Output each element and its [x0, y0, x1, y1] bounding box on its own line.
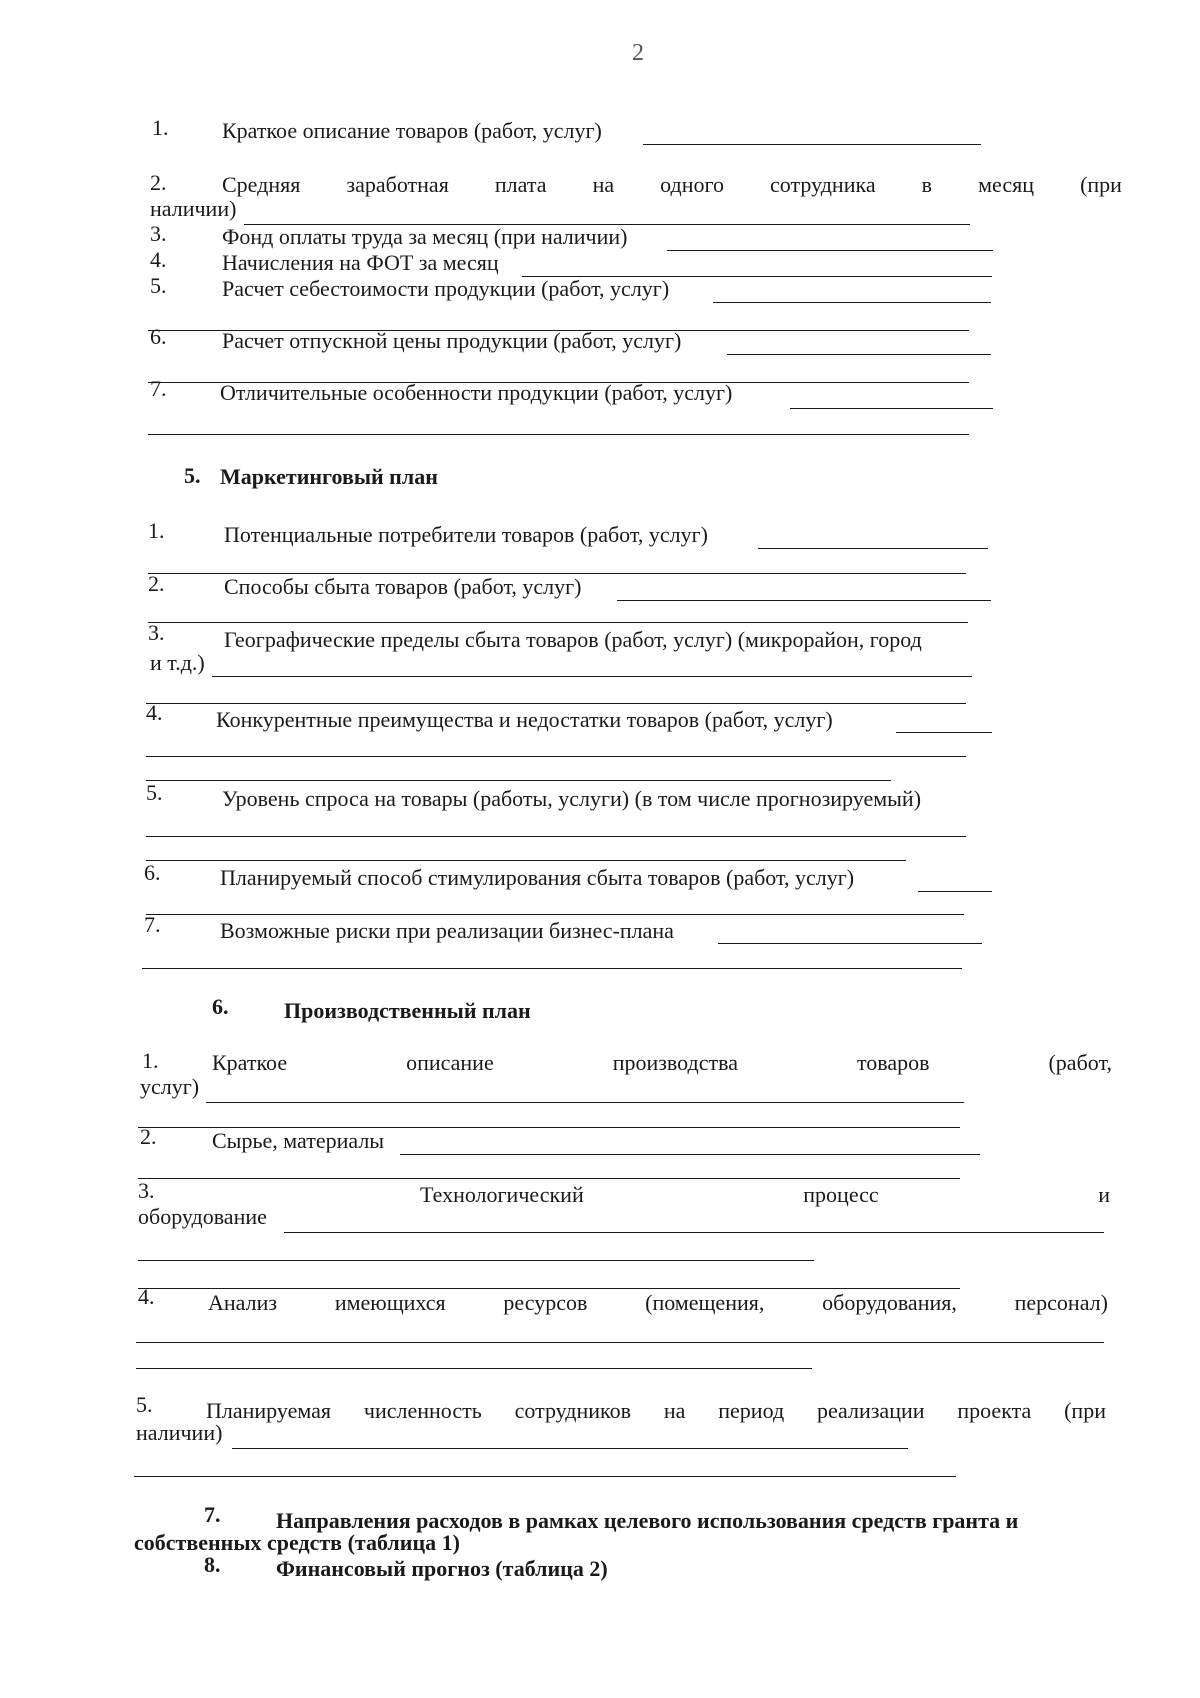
section-number: 8. — [204, 1552, 221, 1577]
item-label: Сырье, материалы — [212, 1128, 385, 1153]
item-label-justified — [420, 1182, 1110, 1208]
word: заработная — [346, 172, 449, 197]
item-label-continuation: оборудование — [138, 1204, 267, 1229]
section-title: Маркетинговый план — [220, 464, 438, 489]
word: товаров — [856, 1050, 930, 1075]
item-number: 5. — [146, 780, 163, 805]
word: период — [718, 1398, 785, 1423]
fill-in-line[interactable] — [718, 943, 982, 944]
fill-in-line[interactable] — [136, 1368, 812, 1369]
fill-in-line[interactable] — [134, 1476, 956, 1477]
word: (помещения, — [645, 1290, 765, 1315]
word: Средняя — [222, 172, 301, 197]
fill-in-line[interactable] — [146, 860, 906, 861]
word: (при — [1080, 172, 1122, 197]
word: (работ, — [1048, 1050, 1112, 1075]
fill-in-line[interactable] — [400, 1154, 980, 1155]
fill-in-line[interactable] — [146, 914, 964, 915]
word: Планируемая — [206, 1398, 332, 1423]
item-label-continuation: и т.д.) — [150, 650, 205, 675]
item-label-justified — [208, 1290, 1108, 1316]
page-number: 2 — [632, 40, 644, 66]
item-label: Возможные риски при реализации бизнес-плана — [220, 918, 674, 943]
fill-in-line[interactable] — [727, 354, 991, 355]
word: одного — [660, 172, 724, 197]
item-number: 7. — [144, 912, 161, 937]
section-number: 7. — [204, 1502, 221, 1527]
fill-in-line[interactable] — [136, 1342, 1104, 1343]
item-number: 6. — [150, 324, 167, 349]
item-number: 6. — [144, 860, 161, 885]
item-label: Конкурентные преимущества и недостатки товаров (работ, услуг) — [216, 707, 833, 732]
fill-in-line[interactable] — [918, 891, 992, 892]
word: имеющихся — [334, 1290, 446, 1315]
fill-in-line[interactable] — [206, 1102, 964, 1103]
item-label: Расчет себестоимости продукции (работ, услуг) — [222, 276, 670, 301]
word: на — [592, 172, 615, 197]
item-number: 3. — [150, 221, 167, 246]
item-label: Расчет отпускной цены продукции (работ, услуг) — [222, 328, 682, 353]
fill-in-line[interactable] — [142, 968, 962, 969]
word: проекта — [957, 1398, 1032, 1423]
word: производства — [612, 1050, 738, 1075]
item-label: Фонд оплаты труда за месяц (при наличии) — [222, 224, 628, 249]
word: сотрудника — [770, 172, 876, 197]
word: на — [663, 1398, 686, 1423]
fill-in-line[interactable] — [758, 548, 988, 549]
item-label-justified — [206, 1398, 1106, 1424]
word: месяц — [978, 172, 1035, 197]
item-number: 7. — [150, 376, 167, 401]
item-label-continuation: услуг) — [140, 1074, 200, 1099]
item-label: Начисления на ФОТ за месяц — [222, 250, 499, 275]
fill-in-line[interactable] — [713, 302, 991, 303]
item-number: 4. — [138, 1284, 155, 1309]
fill-in-line[interactable] — [284, 1232, 1104, 1233]
word: описание — [406, 1050, 494, 1075]
word: в — [921, 172, 933, 197]
item-label: Потенциальные потребители товаров (работ, услуг) — [224, 522, 708, 547]
word: (при — [1064, 1398, 1106, 1423]
word: персонал) — [1014, 1290, 1108, 1315]
section-number: 5. — [184, 463, 201, 488]
fill-in-line[interactable] — [617, 600, 991, 601]
fill-in-line[interactable] — [146, 780, 891, 781]
item-number: 2. — [148, 571, 165, 596]
item-number: 4. — [150, 247, 167, 272]
item-label-continuation: наличии) — [136, 1420, 223, 1445]
item-number: 2. — [140, 1124, 157, 1149]
item-number: 1. — [152, 115, 169, 140]
word: Анализ — [208, 1290, 278, 1315]
item-number: 1. — [148, 518, 165, 543]
fill-in-line[interactable] — [138, 1260, 814, 1261]
item-label: Уровень спроса на товары (работы, услуги) (в том числе прогнозируемый) — [222, 786, 922, 811]
item-label-justified — [222, 172, 1122, 198]
fill-in-line[interactable] — [146, 703, 966, 704]
item-number: 5. — [150, 273, 167, 298]
word: ресурсов — [503, 1290, 588, 1315]
section-title-continuation: собственных средств (таблица 1) — [134, 1530, 460, 1555]
fill-in-line[interactable] — [138, 1288, 960, 1289]
fill-in-line[interactable] — [667, 250, 993, 251]
word: плата — [494, 172, 547, 197]
word: оборудования, — [822, 1290, 957, 1315]
item-label-justified — [212, 1050, 1112, 1076]
fill-in-line[interactable] — [232, 1448, 908, 1449]
item-label-continuation: наличии) — [150, 196, 237, 221]
item-number: 1. — [142, 1048, 159, 1073]
fill-in-line[interactable] — [148, 622, 968, 623]
word: и — [1098, 1182, 1110, 1207]
item-label: Краткое описание товаров (работ, услуг) — [222, 118, 602, 143]
fill-in-line[interactable] — [146, 836, 966, 837]
fill-in-line[interactable] — [212, 676, 972, 677]
fill-in-line[interactable] — [146, 756, 966, 757]
section-title: Финансовый прогноз (таблица 2) — [276, 1556, 608, 1581]
item-label: Способы сбыта товаров (работ, услуг) — [224, 574, 582, 599]
fill-in-line[interactable] — [138, 1178, 960, 1179]
item-number: 2. — [150, 170, 167, 195]
item-number: 5. — [136, 1392, 153, 1417]
word: процесс — [803, 1182, 879, 1207]
word: численность — [363, 1398, 482, 1423]
section-title: Производственный план — [284, 998, 531, 1023]
word: Технологический — [420, 1182, 584, 1207]
word: Краткое — [212, 1050, 288, 1075]
section-number: 6. — [212, 994, 229, 1019]
section-title: Направления расходов в рамках целевого использования средств гранта и — [276, 1508, 1019, 1533]
item-label: Географические пределы сбыта товаров (работ, услуг) (микрорайон, город — [224, 627, 922, 652]
item-number: 3. — [148, 620, 165, 645]
fill-in-line[interactable] — [896, 732, 992, 733]
item-label: Отличительные особенности продукции (работ, услуг) — [220, 380, 733, 405]
word: сотрудников — [514, 1398, 631, 1423]
item-label: Планируемый способ стимулирования сбыта товаров (работ, услуг) — [220, 865, 855, 890]
item-number: 3. — [138, 1178, 155, 1203]
fill-in-line[interactable] — [790, 408, 993, 409]
fill-in-line[interactable] — [148, 434, 969, 435]
item-number: 4. — [146, 700, 163, 725]
word: реализации — [817, 1398, 925, 1423]
fill-in-line[interactable] — [643, 144, 981, 145]
